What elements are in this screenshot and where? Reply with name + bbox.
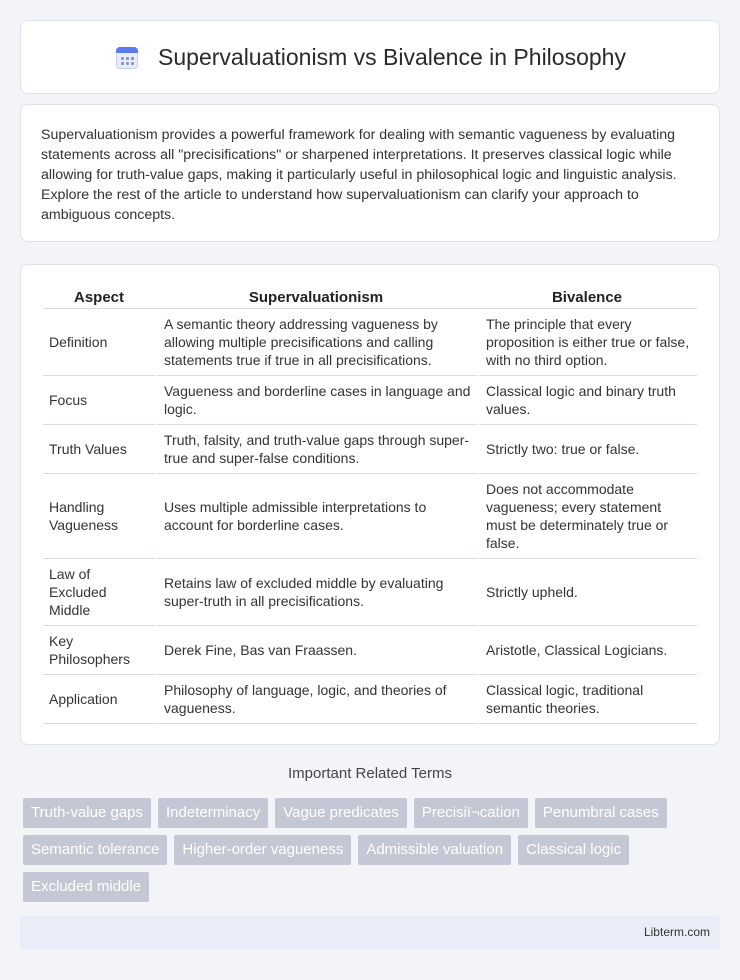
intro-text: Supervaluationism provides a powerful framework for dealing with semantic vagueness by evaluating statements across all "precisifications" or sharpened interpretations. It preserves classical logic while allowing for truth-value gaps, making it particularly useful in philosophical logic and linguistic analysis. Explore the rest of the article to understand how supervaluationism can clarify your approach to ambiguous concepts. bbox=[41, 127, 677, 223]
page-title: Supervaluationism vs Bivalence in Philosophy bbox=[158, 43, 626, 70]
supervaluationism-cell: Retains law of excluded middle by evaluating super-truth in all precisifications. bbox=[155, 559, 477, 626]
comparison-table bbox=[43, 285, 697, 724]
aspect-cell: Application bbox=[43, 675, 155, 724]
supervaluationism-cell: A semantic theory addressing vagueness by allowing multiple precisifications and calling statements true if true in all precisifications. bbox=[155, 309, 477, 376]
supervaluationism-cell: Vagueness and borderline cases in language and logic. bbox=[155, 376, 477, 425]
comparison-table-card bbox=[20, 264, 720, 745]
table-row bbox=[43, 675, 697, 724]
table-row bbox=[43, 559, 697, 626]
header-aspect: Aspect bbox=[43, 285, 155, 309]
aspect-cell: Key Philosophers bbox=[43, 626, 155, 675]
table-row bbox=[43, 309, 697, 376]
tag[interactable]: Indeterminacy bbox=[158, 798, 268, 828]
aspect-cell: Law of Excluded Middle bbox=[43, 559, 155, 626]
table-row bbox=[43, 376, 697, 425]
bivalence-cell: Classical logic, traditional semantic theories. bbox=[477, 675, 697, 724]
table-row bbox=[43, 626, 697, 675]
bivalence-cell: Strictly two: true or false. bbox=[477, 425, 697, 474]
bivalence-cell: The principle that every proposition is either true or false, with no third option. bbox=[477, 309, 697, 376]
bivalence-cell: Aristotle, Classical Logicians. bbox=[477, 626, 697, 675]
table-row bbox=[43, 474, 697, 559]
tag[interactable]: Vague predicates bbox=[275, 798, 407, 828]
footer bbox=[20, 916, 720, 950]
intro-card bbox=[20, 104, 720, 242]
tag[interactable]: Truth-value gaps bbox=[23, 798, 151, 828]
tag[interactable]: Classical logic bbox=[518, 835, 629, 865]
related-terms-title: Important Related Terms bbox=[288, 765, 452, 782]
aspect-cell: Truth Values bbox=[43, 425, 155, 474]
aspect-cell: Handling Vagueness bbox=[43, 474, 155, 559]
tag[interactable]: Semantic tolerance bbox=[23, 835, 167, 865]
footer-site-link[interactable]: Libterm.com bbox=[643, 925, 710, 939]
header-bivalence: Bivalence bbox=[477, 285, 697, 309]
related-terms-tags bbox=[23, 798, 723, 902]
tag[interactable]: Higher-order vagueness bbox=[174, 835, 351, 865]
supervaluationism-cell: Uses multiple admissible interpretations to account for borderline cases. bbox=[155, 474, 477, 559]
table-row bbox=[43, 425, 697, 474]
header-supervaluationism: Supervaluationism bbox=[155, 285, 477, 309]
bivalence-cell: Strictly upheld. bbox=[477, 559, 697, 626]
supervaluationism-cell: Truth, falsity, and truth-value gaps through super-true and super-false conditions. bbox=[155, 425, 477, 474]
tag[interactable]: Excluded middle bbox=[23, 872, 149, 902]
related-terms-section bbox=[20, 765, 720, 782]
bivalence-cell: Does not accommodate vagueness; every statement must be determinately true or false. bbox=[477, 474, 697, 559]
aspect-cell: Definition bbox=[43, 309, 155, 376]
title-card bbox=[20, 20, 720, 94]
supervaluationism-cell: Philosophy of language, logic, and theories of vagueness. bbox=[155, 675, 477, 724]
table-header-row bbox=[43, 285, 697, 309]
tag[interactable]: Precisiï¬cation bbox=[414, 798, 528, 828]
aspect-cell: Focus bbox=[43, 376, 155, 425]
tag[interactable]: Admissible valuation bbox=[358, 835, 511, 865]
document-icon bbox=[114, 44, 140, 70]
supervaluationism-cell: Derek Fine, Bas van Fraassen. bbox=[155, 626, 477, 675]
bivalence-cell: Classical logic and binary truth values. bbox=[477, 376, 697, 425]
tag[interactable]: Penumbral cases bbox=[535, 798, 667, 828]
